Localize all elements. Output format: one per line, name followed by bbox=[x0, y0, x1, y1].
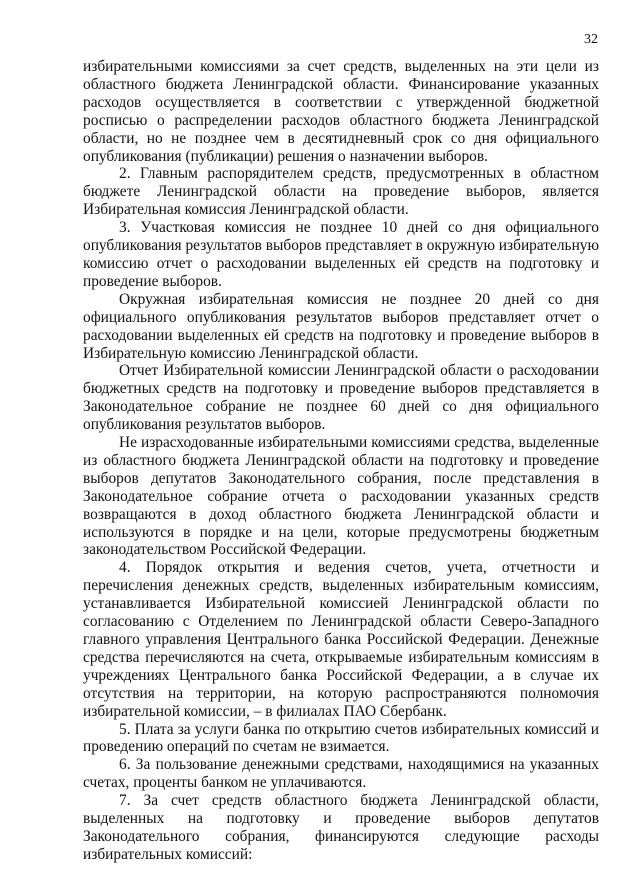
paragraph-item-4: 4. Порядок открытия и ведения счетов, учета, отчетности и перечисления денежных средств, выделенных избирательным комиссиям, устанавливается Избирательной комиссией Ленинградской области по согласованию с Отделением по Ленинградской области Северо-Западного главного управления Центрального банка Российской Федерации. Денежные средства перечисляются на счета, открываемые избирательным комиссиям в учреждениях Центрального банка Российской Федерации, а в случае их отсутствия на территории, на которую распространяются полномочия избирательной комиссии, – в филиалах ПАО Сбербанк. bbox=[83, 559, 599, 720]
paragraph-continuation: избирательными комиссиями за счет средств, выделенных на эти цели из областного бюджета Ленинградской области. Финансирование указанных расходов осуществляется в соответствии с утвержденной бюджетной росписью о распределении расходов областного бюджета Ленинградской области, но не позднее чем в десятидневный срок со дня официального опубликования (публикации) решения о назначении выборов. bbox=[83, 58, 599, 165]
paragraph-district-commission: Окружная избирательная комиссия не позднее 20 дней со дня официального опубликования результатов выборов представляет отчет о расходовании выделенных ей средств на подготовку и проведение выборов в Избирательную комиссию Ленинградской области. bbox=[83, 290, 599, 362]
page-number: 32 bbox=[584, 32, 598, 47]
paragraph-item-3: 3. Участковая комиссия не позднее 10 дней со дня официального опубликования результатов выборов представляет в окружную избирательную комиссию отчет о расходовании выделенных ей средств на подготовку и проведение выборов. bbox=[83, 219, 599, 290]
document-body bbox=[83, 58, 599, 864]
paragraph-electoral-commission-report: Отчет Избирательной комиссии Ленинградской области о расходовании бюджетных средств на подготовку и проведение выборов представляется в Законодательное собрание не позднее 60 дней со дня официального опубликования результатов выборов. bbox=[83, 362, 599, 434]
paragraph-unspent-funds: Не израсходованные избирательными комиссиями средства, выделенные из областного бюджета Ленинградской области на подготовку и проведение выборов депутатов Законодательного собрания, после представления в Законодательное собрание отчета о расходовании указанных средств возвращаются в доход областного бюджета Ленинградской области и используются в порядке и на цели, которые предусмотрены бюджетным законодательством Российской Федерации. bbox=[83, 434, 599, 559]
paragraph-item-6: 6. За пользование денежными средствами, находящимися на указанных счетах, проценты банком не уплачиваются. bbox=[83, 756, 599, 792]
paragraph-item-7: 7. За счет средств областного бюджета Ленинградской области, выделенных на подготовку и проведение выборов депутатов Законодательного собрания, финансируются следующие расходы избирательных комиссий: bbox=[83, 792, 599, 863]
paragraph-item-5: 5. Плата за услуги банка по открытию счетов избирательных комиссий и проведению операций по счетам не взимается. bbox=[83, 720, 599, 756]
paragraph-item-2: 2. Главным распорядителем средств, предусмотренных в областном бюджете Ленинградской области на проведение выборов, является Избирательная комиссия Ленинградской области. bbox=[83, 165, 599, 219]
